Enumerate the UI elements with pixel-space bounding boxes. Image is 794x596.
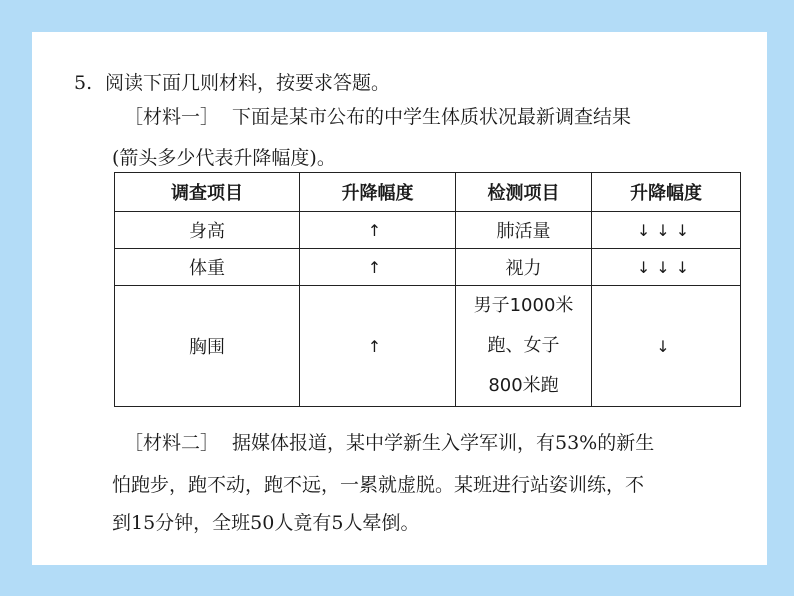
material2-label: ［材料二］ (124, 432, 220, 454)
material2-text-line3: 到15分钟，全班50人竟有5人晕倒。 (112, 512, 420, 534)
table-cell: 胸围 (115, 286, 300, 407)
table-cell-multiline (456, 286, 592, 407)
material1-text-line2: (箭头多少代表升降幅度)。 (112, 147, 336, 169)
question-number: 5. (74, 72, 93, 94)
table-cell: 视力 (456, 249, 592, 286)
table-row (115, 212, 741, 249)
table-cell-line: 男子1000米 (473, 295, 574, 316)
table-header-row (115, 173, 741, 212)
material2-text-line2: 怕跑步，跑不动，跑不远，一累就虚脱。某班进行站姿训练，不 (112, 474, 645, 496)
material1-label: ［材料一］ (124, 106, 220, 128)
table-row (115, 249, 741, 286)
slide-page (32, 32, 767, 565)
table-cell-arrow: ↑ (300, 212, 456, 249)
material1-text-line1: 下面是某市公布的中学生体质状况最新调查结果 (232, 106, 632, 128)
table-cell-arrow: ↓ (592, 286, 741, 407)
table-cell-arrow: ↓↓↓ (592, 212, 741, 249)
question-prompt: 阅读下面几则材料，按要求答题。 (105, 72, 391, 94)
table-header: 升降幅度 (300, 173, 456, 212)
table-header: 检测项目 (456, 173, 592, 212)
table-cell-arrow: ↓↓↓ (592, 249, 741, 286)
material2-text-line1: 据媒体报道，某中学新生入学军训，有53%的新生 (232, 432, 655, 454)
table-cell-line: 800米跑 (488, 375, 559, 396)
table-cell-line: 跑、女子 (487, 335, 560, 356)
table-header: 升降幅度 (592, 173, 741, 212)
table-cell-arrow: ↑ (300, 249, 456, 286)
table-header: 调查项目 (115, 173, 300, 212)
table-row (115, 286, 741, 407)
table-cell: 肺活量 (456, 212, 592, 249)
survey-table (114, 172, 741, 407)
table-cell: 体重 (115, 249, 300, 286)
table-cell: 身高 (115, 212, 300, 249)
table-cell-arrow: ↑ (300, 286, 456, 407)
